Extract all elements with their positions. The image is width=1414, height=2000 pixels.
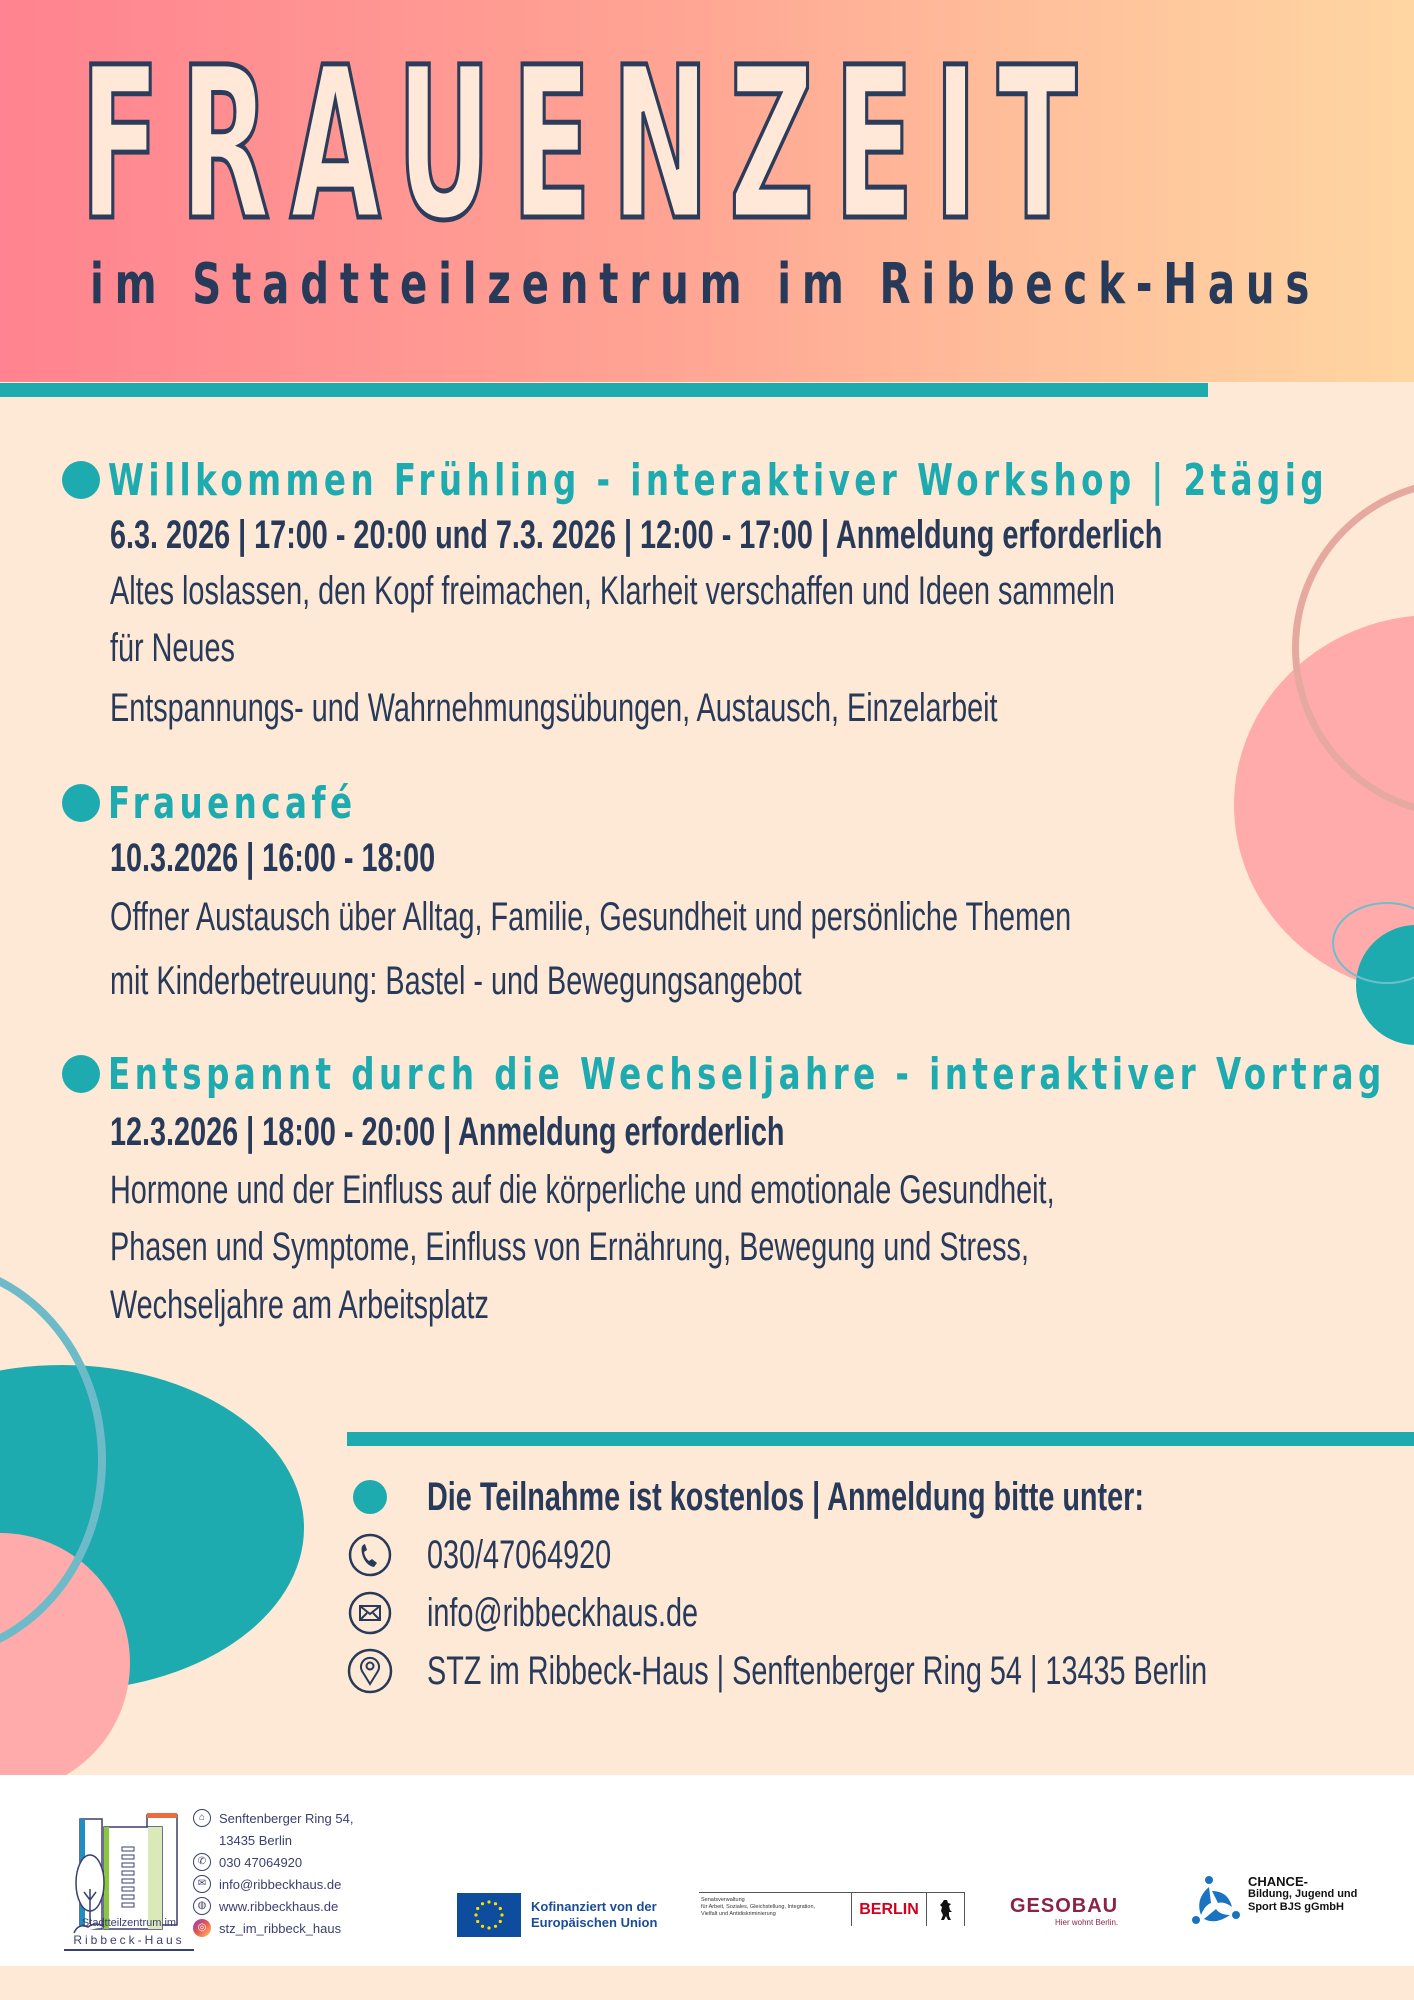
mail-icon (347, 1590, 393, 1636)
berlin-wordmark: BERLIN (852, 1893, 927, 1926)
info-email[interactable]: info@ribbeckhaus.de (427, 1590, 699, 1635)
chance-symbol-icon (1192, 1875, 1242, 1927)
eu-flag-icon (457, 1893, 521, 1937)
stz-contact-web: ◍ www.ribbeckhaus.de (193, 1895, 353, 1917)
header-banner (0, 0, 1414, 382)
berlin-senate-logo (699, 1892, 965, 1926)
event-frauencafe (62, 775, 1382, 1013)
bullet-icon (347, 1474, 393, 1520)
page-title: FRAUENZEIT (80, 22, 1097, 267)
berlin-senate-text: Senatsverwaltung für Arbeit, Soziales, Gleichstellung, Integration, Vielfalt und Antidiskriminierung (699, 1893, 852, 1926)
stz-logo-line1: Stadtteilzentrum im (81, 1917, 177, 1929)
registration-info (347, 1468, 1414, 1700)
stz-contact-list (193, 1807, 353, 1939)
eu-cofunding-logo (457, 1893, 657, 1937)
event-title: Willkommen Frühling - interaktiver Workshop | 2tägig (62, 452, 1382, 508)
stz-contact-address: ⌂ Senftenberger Ring 54, (193, 1807, 353, 1829)
bullet-icon (62, 461, 100, 499)
bullet-icon (62, 1055, 100, 1093)
info-email-row (347, 1584, 1414, 1642)
home-icon: ⌂ (193, 1809, 211, 1827)
info-headline: Die Teilnahme ist kostenlos | Anmeldung bitte unter: (427, 1474, 1144, 1519)
event-description-line: Phasen und Symptome, Einfluss von Ernährung, Bewegung und Stress, (110, 1225, 1029, 1269)
mail-icon: ✉ (193, 1875, 211, 1893)
info-phone[interactable]: 030/47064920 (427, 1532, 612, 1577)
event-description-line: Altes loslassen, den Kopf freimachen, Klarheit verschaffen und Ideen sammeln (110, 569, 1115, 613)
info-phone-row (347, 1526, 1414, 1584)
stz-contact-city: 13435 Berlin (219, 1832, 292, 1848)
gesobau-logo: GESOBAU Hier wohnt Berlin. (1010, 1895, 1119, 1927)
event-description-line: Wechseljahre am Arbeitsplatz (110, 1283, 489, 1327)
event-description-line: Offner Austausch über Alltag, Familie, Gesundheit und persönliche Themen (110, 895, 1072, 939)
event-workshop (62, 452, 1382, 740)
event-title: Frauencafé (62, 775, 1382, 831)
location-pin-icon (347, 1648, 393, 1694)
page-subtitle: im Stadtteilzentrum im Ribbeck-Haus (90, 252, 1321, 317)
event-description-line: für Neues (110, 626, 235, 670)
phone-icon: ✆ (193, 1853, 211, 1871)
phone-icon (347, 1532, 393, 1578)
event-meta: 12.3.2026 | 18:00 - 20:00 | Anmeldung erforderlich (110, 1110, 785, 1154)
eu-text: Kofinanziert von der Europäischen Union (531, 1899, 658, 1930)
event-description-line: Entspannungs- und Wahrnehmungsübungen, Austausch, Einzelarbeit (110, 686, 998, 730)
stz-ribbeck-logo (72, 1805, 192, 1955)
info-divider (347, 1432, 1414, 1446)
event-description-line: Hormone und der Einfluss auf die körperliche und emotionale Gesundheit, (110, 1168, 1055, 1212)
bullet-icon (62, 784, 100, 822)
header-divider (0, 383, 1208, 397)
globe-icon: ◍ (193, 1897, 211, 1915)
berlin-bear-icon (927, 1893, 965, 1926)
footer (0, 1775, 1414, 1966)
event-description-line: mit Kinderbetreuung: Bastel - und Bewegungsangebot (110, 959, 802, 1003)
stz-contact-instagram: ◎ stz_im_ribbeck_haus (193, 1917, 353, 1939)
stz-contact-phone: ✆ 030 47064920 (193, 1851, 353, 1873)
info-headline-row (347, 1468, 1414, 1526)
info-location-row (347, 1642, 1414, 1700)
info-location: STZ im Ribbeck-Haus | Senftenberger Ring 54 | 13435 Berlin (427, 1648, 1208, 1693)
event-meta: 10.3.2026 | 16:00 - 18:00 (110, 836, 436, 880)
event-title: Entspannt durch die Wechseljahre - interaktiver Vortrag (62, 1046, 1382, 1102)
event-wechseljahre (62, 1046, 1386, 1334)
chance-text: CHANCE- Bildung, Jugend und Sport BJS gGmbH (1248, 1874, 1358, 1913)
stz-logo-line2: Ribbeck-Haus (64, 1933, 194, 1951)
instagram-icon: ◎ (193, 1919, 211, 1937)
chance-bjs-logo (1192, 1875, 1357, 1927)
stz-contact-email: ✉ info@ribbeckhaus.de (193, 1873, 353, 1895)
event-meta: 6.3. 2026 | 17:00 - 20:00 und 7.3. 2026 | 12:00 - 17:00 | Anmeldung erforderlich (110, 513, 1163, 557)
